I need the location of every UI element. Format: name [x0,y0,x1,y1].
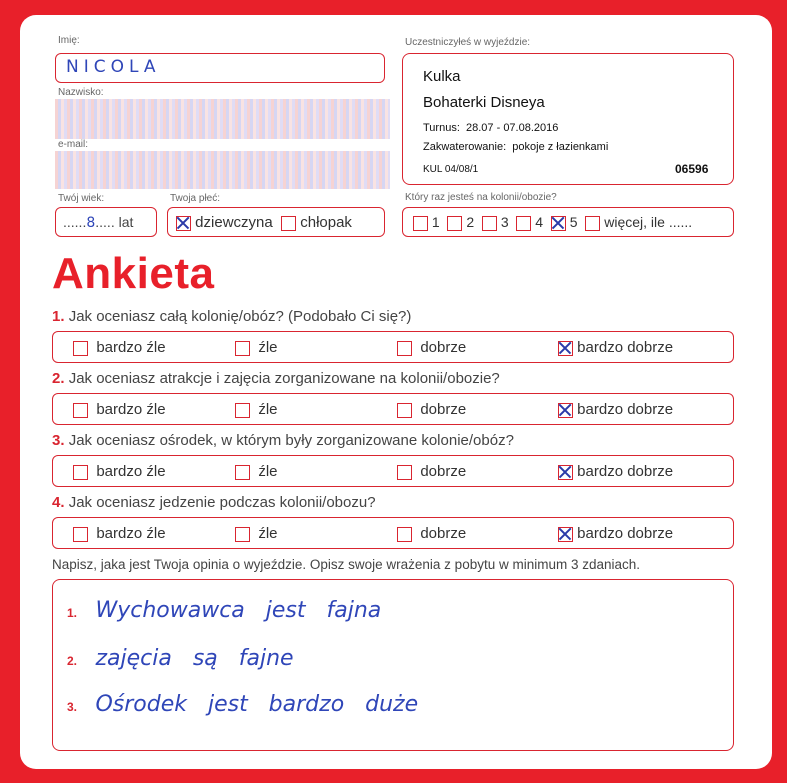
card-number: 06596 [675,162,709,176]
raz-option-5: 5 [569,214,578,230]
q3-checkbox-bardzo-zle[interactable] [73,465,88,480]
opinion-box[interactable] [52,579,734,751]
q4-checkbox-zle[interactable] [235,527,250,542]
q4-checkbox-dobrze[interactable] [397,527,412,542]
q4-opt-bardzo-zle: bardzo źle [96,525,166,542]
question-1 [52,308,411,325]
raz-option-4: 4 [535,214,544,230]
turnus-value: 28.07 - 07.08.2016 [466,122,559,134]
turnus-label: Turnus: [423,122,460,134]
zakw-label: Zakwaterowanie: [423,141,507,153]
wiek-field[interactable] [55,207,157,237]
q4-opt-zle: źle [258,525,278,542]
ktory-raz-field [402,207,734,237]
q2-opt-zle: źle [258,401,278,418]
raz-option-2: 2 [466,214,475,230]
plec-field [167,207,385,237]
question-2 [52,370,500,387]
q3-opt-bardzo-dobrze: bardzo dobrze [577,463,674,480]
q3-checkbox-bardzo-dobrze[interactable] [558,465,573,480]
answer-row-4 [52,517,734,549]
q3-checkbox-dobrze[interactable] [397,465,412,480]
opinion-line-3-text: Ośrodek jest bardzo duże [95,692,419,717]
opinion-line-2-number: 2. [67,654,78,668]
question-3 [52,432,514,449]
checkbox-dziewczyna[interactable] [176,216,191,231]
question-3-text: Jak oceniasz ośrodek, w którym były zorganizowane kolonie/obóz? [68,432,514,449]
zakw-value: pokoje z łazienkami [512,141,609,153]
answer-row-3 [52,455,734,487]
question-1-text: Jak oceniasz całą kolonię/obóz? (Podobało Ci się?) [68,308,412,325]
raz-option-wiecej: więcej, ile ...... [604,214,693,230]
q3-checkbox-zle[interactable] [235,465,250,480]
wiek-suffix: ..... lat [95,214,134,230]
uczestnik-label: Uczestniczyłeś w wyjeździe: [405,37,531,48]
q2-opt-bardzo-zle: bardzo źle [96,401,166,418]
opinion-line-1-number: 1. [67,606,78,620]
ktory-raz-label: Który raz jesteś na kolonii/obozie? [405,192,557,203]
imie-field[interactable] [55,53,385,83]
opinion-prompt: Napisz, jaka jest Twoja opinia o wyjeździe. Opisz swoje wrażenia z pobytu w minimum 3 zdaniach. [52,557,641,572]
q4-opt-bardzo-dobrze: bardzo dobrze [577,525,674,542]
q1-opt-dobrze: dobrze [420,339,467,356]
q3-opt-dobrze: dobrze [420,463,467,480]
q3-opt-zle: źle [258,463,278,480]
trip-card [402,53,734,185]
email-redacted [55,151,390,189]
question-3-number: 3. [52,432,65,449]
q1-opt-bardzo-dobrze: bardzo dobrze [577,339,674,356]
page-title: Ankieta [52,249,215,298]
question-4-text: Jak oceniasz jedzenie podczas kolonii/obozu? [68,494,376,511]
checkbox-raz-2[interactable] [447,216,462,231]
email-label: e-mail: [58,139,89,150]
q1-checkbox-bardzo-zle[interactable] [73,341,88,356]
raz-option-3: 3 [500,214,509,230]
question-4 [52,494,376,511]
q1-opt-bardzo-zle: bardzo źle [96,339,166,356]
imie-value: NICOLA [66,57,161,77]
q2-checkbox-bardzo-zle[interactable] [73,403,88,418]
q2-checkbox-bardzo-dobrze[interactable] [558,403,573,418]
wiek-value: 8 [86,215,96,231]
question-2-text: Jak oceniasz atrakcje i zajęcia zorganizowane na kolonii/obozie? [68,370,500,387]
q4-opt-dobrze: dobrze [420,525,467,542]
imie-label: Imię: [58,35,80,46]
q4-checkbox-bardzo-dobrze[interactable] [558,527,573,542]
card-line1: Kulka [423,68,461,85]
question-1-number: 1. [52,308,65,325]
checkbox-raz-4[interactable] [516,216,531,231]
nazwisko-redacted [55,99,390,139]
opinion-line-3-number: 3. [67,700,78,714]
q2-checkbox-zle[interactable] [235,403,250,418]
opinion-line-1-text: Wychowawca jest fajna [95,598,382,623]
opinion-line-2-text: zajęcia są fajne [95,646,294,671]
q1-checkbox-zle[interactable] [235,341,250,356]
checkbox-raz-5[interactable] [551,216,566,231]
checkbox-raz-3[interactable] [482,216,497,231]
q2-checkbox-dobrze[interactable] [397,403,412,418]
plec-option-dziewczyna: dziewczyna [195,214,273,231]
q4-checkbox-bardzo-zle[interactable] [73,527,88,542]
plec-option-chlopak: chłopak [300,214,352,231]
question-4-number: 4. [52,494,65,511]
answer-row-1 [52,331,734,363]
raz-option-1: 1 [431,214,440,230]
nazwisko-label: Nazwisko: [58,87,104,98]
q1-opt-zle: źle [258,339,278,356]
card-code: KUL 04/08/1 [423,164,479,175]
plec-label: Twoja płeć: [170,193,221,204]
wiek-prefix: ...... [63,214,87,230]
checkbox-raz-wiecej[interactable] [585,216,600,231]
q1-checkbox-dobrze[interactable] [397,341,412,356]
wiek-label: Twój wiek: [58,193,105,204]
survey-sheet [20,15,772,769]
card-line2: Bohaterki Disneya [423,94,545,111]
question-2-number: 2. [52,370,65,387]
checkbox-chlopak[interactable] [281,216,296,231]
q3-opt-bardzo-zle: bardzo źle [96,463,166,480]
checkbox-raz-1[interactable] [413,216,428,231]
q1-checkbox-bardzo-dobrze[interactable] [558,341,573,356]
q2-opt-bardzo-dobrze: bardzo dobrze [577,401,674,418]
answer-row-2 [52,393,734,425]
q2-opt-dobrze: dobrze [420,401,467,418]
